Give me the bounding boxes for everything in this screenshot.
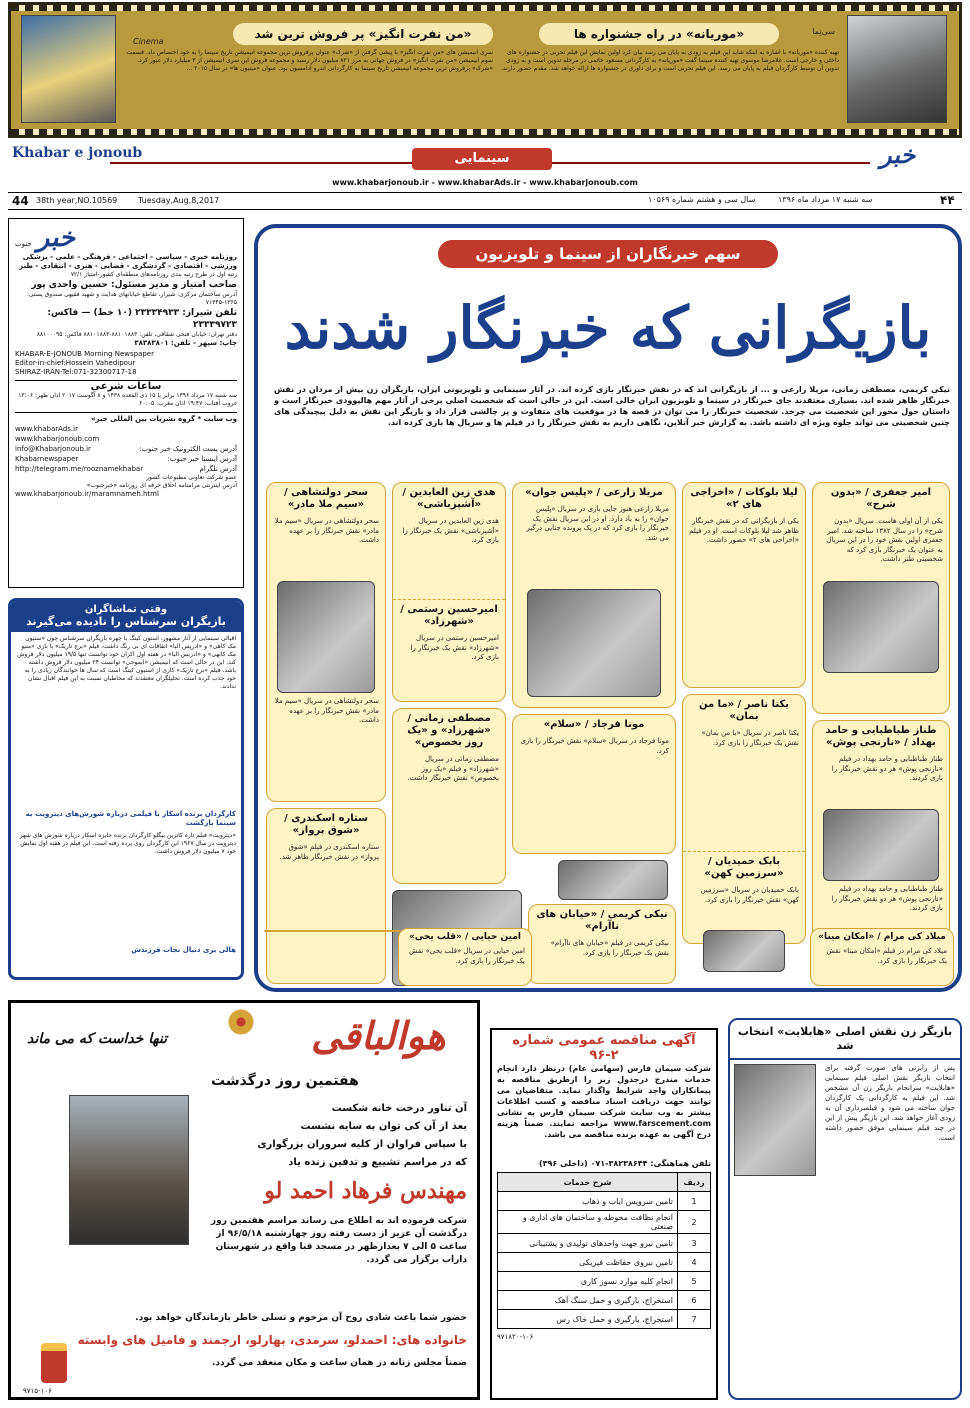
side-article-text-2: «دیترویت» فیلم تازه کاترین بیگلو کارگردان برنده جایزه اسکار درباره شورش های شهر دیترویت در سال ۱۹۶۷ این کارگردان روی پرده رفته است. این فیلم در هفته اول نمایش خود ۷ میلیون دلار فروش داشت. <box>19 832 236 855</box>
card-hoda-zeinolabedin: هدی زین العابدین / «آشپزباشی» هدی زین العابدین در سریال «آشپزباشی» نقش یک خبرنگار را بازی کرد. امیرحسین رستمی / «شهرزاد» امیرحسین رستمی در سریال «شهرزاد» نقش یک خبرنگار را بازی کرد. <box>392 482 506 702</box>
photo-mona-farjad <box>558 860 668 900</box>
photo-babak-hamidian <box>703 930 785 972</box>
web-link-2[interactable]: www.khabarjonoub.com <box>15 435 100 443</box>
photo-actress <box>734 1064 816 1176</box>
table-row: 4 تامین نیروی حفاظت فیزیکی <box>498 1253 711 1272</box>
top-film-strip <box>8 2 962 138</box>
telegram-link[interactable]: http://telegram.me/rooznamekhabar <box>15 465 144 473</box>
email-link[interactable]: info@Khabarjonoub.ir <box>15 445 91 453</box>
obituary-brand: هوالباقی <box>311 1013 446 1058</box>
web-title: وب سایت * گروه نشریات بین المللی خبر» <box>15 412 237 424</box>
obituary-thanks: با سپاس فراوان از کلیه سروران بزرگواری <box>257 1139 467 1150</box>
page-number-en: 44 <box>12 194 29 208</box>
tender-box <box>490 1028 718 1400</box>
ethics-link[interactable]: www.khabarjonoub.ir/maramnameh.html <box>15 490 159 498</box>
table-row: 6 استخراج، بارگیری و حمل سنگ آهک <box>498 1291 711 1310</box>
card-leila-bolukat: لیلا بلوکات / «اخراجی های ۲» یکی از بازیگرانی که در نقش خبرنگار ظاهر شد لیلا بلوکات است. او در فیلم «اخراجی های ۲» حضور داشت. <box>682 482 806 688</box>
side-article <box>8 598 244 980</box>
license: رتبه اول در طرح رتبه بندی روزنامه‌های منطقه‌ای کشور-امتیاز ۷۲/۱ <box>70 271 237 278</box>
issue-fa: سال سی و هشتم شماره ۱۰۵۶۹ <box>648 195 756 204</box>
date-bar <box>8 192 962 210</box>
right-story-title: «موریانه» در راه جشنواره ها <box>539 23 779 45</box>
feature-kicker: سهم خبرنگاران از سینما و تلویزیون <box>438 240 778 268</box>
issue-en: 38th year,NO.10569 <box>36 196 118 205</box>
web-link-1[interactable]: www.khabarAds.ir <box>15 425 78 433</box>
instagram-link[interactable]: Khabarnewspaper <box>15 455 79 463</box>
director-photo <box>847 15 947 123</box>
obituary-body-2: حضور شما باعث شادی روح آن مرحوم و تسلی خاطر بازماندگان خواهد بود. <box>135 1313 467 1323</box>
side-article-kicker: وقتی تماشاگران <box>84 604 168 615</box>
obituary-families: خانواده های: احمدلو، سرمدی، بهارلو، ارجمند و فامیل های وابسته <box>77 1333 467 1347</box>
email-label: آدرس پست الکترونیک خبر جنوب: <box>139 445 237 453</box>
feature-headline: بازیگرانی که خبرنگار شدند <box>284 294 932 362</box>
card-amin-hayaei: امین حیایی / «قلب یخی» امین حیایی در سریال «قلب یخی» نقش یک خبرنگار را بازی کرد. <box>398 928 532 986</box>
ornament <box>211 1007 271 1037</box>
obituary-thanks-2: که در مراسم تشییع و تدفین زنده یاد <box>288 1157 467 1168</box>
en-line-2: Editor-in-chief:Hossein Vahedipour <box>15 359 136 367</box>
address: آدرس ساختمان مرکزی: شیراز، تقاطع خیابانهای هدایت و شهید فقیهی صندوق پستی: ۱۳۶۵-۷۱۳۴۵ <box>26 291 237 306</box>
table-row: 1 تامین سرویس ایاب و ذهاب <box>498 1192 711 1211</box>
owner: صاحب امتیاز و مدیر مسئول: حسین واحدی پور <box>31 280 237 290</box>
right-tag: سی‌نِما <box>812 27 835 36</box>
card-milad-keymaram: میلاد کی مرام / «امکان مینا» میلاد کی مرام در فیلم «امکان مینا» نقش یک خبرنگار را بازی کرد. <box>810 928 954 986</box>
member-text: عضو شرکت تعاونی مطبوعات کشور <box>146 474 237 481</box>
obituary-title: هفتمین روز درگذشت <box>211 1073 359 1089</box>
photo-sahar-dolatshahi <box>277 581 375 693</box>
col-row-header: ردیف <box>678 1173 711 1192</box>
card-sahar-dolatshahi: سحر دولتشاهی / «سیم ملا مادر» سحر دولتشاهی در سریال «سیم ملا مادر» نقش خبرنگار را بر عهده داشت. سحر دولتشاهی در سریال «سیم ملا مادر» نقش خبرنگار را بر عهده داشت. <box>266 482 386 802</box>
left-story-text: سری انیمیشن های «من نفرت انگیز» با پیشی گرفتن از «شرک» عنوان پرفروش ترین مجموعه انیمیشن تاریخ سینما را به خود اختصاص داد. قسمت سوم انیمیشن «من نفرت انگیز» در فروش جهانی به مرز ۸۲۱ میلیون دلار رسید و مجموعه فروش این سری انیمیشن از ۳ میلیارد دلار عبور کرد. «شرک» پرفروش ترین مجموعه انیمیشن تاریخ سینما به کارگردانی اندرو آدامسون بود. عنوان «مینیون ها» در سال ۲۰۱۵ ... <box>126 49 493 72</box>
sidebar-logo-sub: جنوب <box>15 240 32 248</box>
ethics-label: آدرس اینترنتی مرامنامه اخلاق حرفه ای روزنامه «خبرجنوب» <box>86 482 237 489</box>
photo-merila-zarei <box>527 589 661 697</box>
col-desc-header: شرح خدمات <box>498 1173 678 1192</box>
table-row: 2 انجام نظافت محوطه و ساختمان های اداری و صنعتی <box>498 1211 711 1234</box>
card-nikki-karimi-top: نیکی کریمی / «خیابان های ناآرام» نیکی کریمی در فیلم «خیابان های ناآرام» نقش یک خبرنگار را بازی کرد. <box>528 904 676 984</box>
feature-lead: نیکی کریمی، مصطفی زمانی، مریلا زارعی و ... از بازیگرانی اند که در نقش خبرنگار بازی کرده اند. در آثار سینمایی و تلویزیونی ایران، بازیگران زن بیش از مردان در نقش خبرنگار ظاهر شده اند. بسیاری معتقدند جای خبرنگار در سینما و تلویزیون ایران خالی است. این در حالی است که شخصیت اصلی برخی از آثار مهم هالیوودی خبرنگار است و داستان حول محور این شخصیت می چرخد. شخصیت خبرنگار را می توان در قصه ها در موقعیت های متفاوت و پر چالشی قرار داد و بازیگر این نقش به دلیل پیچیدگی های چنین شخصیتی می تواند جلوه ویژه ای داشته باشد. به گزارش خبر آنلاین، نگاهی داریم به نقش خبرنگار را در فیلم ها و سریال ها بازی کرده اند. <box>274 385 950 427</box>
print-info: چاپ: سپهر - تلفن: ۳۸۳۸۳۸۰۱ <box>134 339 237 347</box>
table-row: 7 استخراج، بارگیری و حمل خاک رس <box>498 1310 711 1329</box>
table-row: 3 تامین نیرو جهت واحدهای تولیدی و پشتیبانی <box>498 1234 711 1253</box>
side-article-header <box>11 601 241 632</box>
tender-code: ۹۷۱۸۲۰-۱۰۶ <box>497 1333 534 1341</box>
right-story-text: تهیه کننده «موریانه» با اشاره به اینکه شاید این فیلم به زودی به پایان می رسد بیان کرد اولین نمایش این فیلم تجربی در جشنواره های داخلی و خارجی است. غلامرضا موسوی تهیه کننده سینما گفت «موریانه» به کارگردانی مسعود حاتمی در مرحله تدوین است و به زودی تدوین آن توسط کارگردان فیلم به پایان می رسد. این فیلم تجربی است و برای داوری در جشنواره ها ارائه خواهد شد. مقدم حضور دارند. <box>501 49 839 72</box>
prayer-text: سه شنبه ۱۷ مرداد ۱۳۹۶ برابر با ۱۵ ذی القعده ۱۴۳۸ و ۸ آگوست ۲۰۱۷ اذان ظهر: ۱۳:۰۶ غروب آفتاب: ۱۹:۴۷ اذان مغرب: ۲۰:۰۵ <box>18 392 237 407</box>
phone: تلفن شیراز: ۲۳۳۳۴۹۳۳ (۱۰ خط) <box>93 308 237 318</box>
side-news-title: بازیگر زن نقش اصلی «هابلایت» انتخاب شد <box>730 1020 960 1060</box>
en-line-1: KHABAR-E-JONOUB Morning Newspaper <box>15 350 154 358</box>
side-article-text-1: اقبالی سینمایی از آثار مشهور، استون کینگ با چهره بازیگران سرشناس چون «ستیون مک کاهی» و «ادریس البا» اتفاقات ای بی رنگ داشت. فیلم «برج تاریک» با بازی «متیو مک کانهی» و «ادریس البا» در هفته اول اکران خود توانست تنها ۱۹/۵ میلیون دلار فروش کند. این در حالی است که انیمیشن «ایموجی» توانست ۲۴ میلیون دلار فروش داشته باشد. فیلم «برج تاریک» کاری از استیون کینگ است که سال ها خوانندگان زیادی را به خود جذب کرده است. تحلیلگران معتقدند که مخاطبان نسبت به این فیلم اقبال نشان ندادند. <box>17 635 236 690</box>
logo-left: Khabar e jonoub <box>12 145 143 161</box>
logo-right: خبر <box>880 140 916 169</box>
subjects: روزنامه خبری - سیاسی - اجتماعی - فرهنگی - علمی - پزشکی ورزشی - اقتصادی - گردشگری - قضایی - هنری - انتقادی - طنز <box>19 253 237 270</box>
publisher-box: خبر جنوب روزنامه خبری - سیاسی - اجتماعی - فرهنگی - علمی - پزشکی ورزشی - اقتصادی - گردشگری - قضایی - هنری - انتقادی - طنز رتبه اول در طرح رتبه بندی روزنامه‌های منطقه‌ای کشور-امتیاز ۷۲/۱ صاحب امتیاز و مدیر مسئول: حسین واحدی پور آدرس ساختمان مرکزی: شیراز، تقاطع خیابانهای هدایت و شهید فقیهی صندوق پستی: ۱۳۶۵-۷۱۳۴۵ تلفن شیراز: ۲۳۳۳۴۹۳۳ (۱۰ خط) — فاکس: ۲۳۳۳۹۷۲۳ دفتر تهران: خیابان فتحی شقاقی، تلفن: ۸۸۱۰۱۸۸۳-۸۸۱۰۱۸۸۳ فاکس: ۸۸۱۰۰۰۹۵ چاپ: سپهر - تلفن: ۳۸۳۸۳۸۰۱ KHABAR-E-JONOUB Morning Newspaper Editor-in-chief:Hossein Vahedipour SHIRAZ-IRAN-Tel:071-32300717-18 ساعات شرعی سه شنبه ۱۷ مرداد ۱۳۹۶ برابر با ۱۵ ذی القعده ۱۴۳۸ و ۸ آگوست ۲۰۱۷ اذان ظهر: ۱۳:۰۶ غروب آفتاب: ۱۹:۴۷ اذان مغرب: ۲۰:۰۵ وب سایت * گروه نشریات بین المللی خبر» www.khabarAds.ir www.khabarjonoub.com آدرس پست الکترونیک خبر جنوب: info@Khabarjonoub.ir آدرس اینستا خبر جنوب: Khabarnewspaper آدرس تلگرام http://telegram.me/rooznamekhabar عضو شرکت تعاونی مطبوعات کشور آدرس اینترنتی مرامنامه اخلاق حرفه ای روزنامه «خبرجنوب» www.khabarjonoub.ir/maramnameh.html <box>8 218 244 588</box>
en-line-3: SHIRAZ-IRAN-Tel:071-32300717-18 <box>15 368 137 376</box>
main-feature <box>254 224 962 992</box>
card-amin-hayaei-bottom <box>264 930 400 932</box>
left-tag: Cinema <box>133 37 164 46</box>
websites-line: www.khabarjonoub.ir - www.khabarAds.ir - www.khabarjonoub.com <box>332 178 638 187</box>
card-yekta-naser: یکتا ناصر / «ما من بمان» یکتا ناصر در سریال «با من بمان» نقش یک خبرنگار را بازی کرد. بابک حمیدیان / «سرزمین کهن» بابک حمیدیان در سریال «سرزمین کهن» نقش خبرنگار را بازی کرد. <box>682 694 806 944</box>
date-en: Tuesday,Aug,8,2017 <box>138 196 220 205</box>
tender-title: آگهی مناقصه عمومی شماره ۲-۹۶ <box>512 1033 696 1063</box>
left-story-title: «من نفرت انگیز» پر فروش ترین شد <box>233 23 493 45</box>
section-label: سینمایی <box>412 148 552 170</box>
obituary-verse: تنها خداست که می ماند <box>27 1031 168 1047</box>
card-mona-farjad: مونا فرجاد / «سلام» مونا فرجاد در سریال «سلام» نقش خبرنگار را بازی کرد. <box>512 714 676 854</box>
side-news-text: پس از رایزنی های صورت گرفته برای انتخاب بازیگر نقش اصلی فیلم سینمایی «هابلایت» سرانجام بازیگر زن آن مشخص شد. این فیلم به کارگردانی یک کارگردان جوان ساخته می شود و فیلمبرداری آن به زودی آغاز خواهد شد. این بازیگر پیش از این در چند فیلم سینمایی موفق حضور داشته است. <box>825 1064 955 1142</box>
film-holes-top <box>11 5 959 11</box>
instagram-label: آدرس اینستا خبر جنوب: <box>167 455 237 463</box>
fax: فاکس: ۲۳۳۳۹۷۲۳ <box>47 308 237 330</box>
sidebar-logo: خبر <box>36 223 76 253</box>
film-holes-bottom <box>11 129 959 135</box>
side-article-title: بازیگران سرشناس را نادیده می‌گیرند <box>26 615 226 628</box>
photo-amir-jafari <box>823 581 939 673</box>
side-article-subhead: کارگردان برنده اسکار با فیلمی درباره شورش‌های دیترویت به سینما بازگشت <box>25 810 236 827</box>
obituary-poem-2: بعد از آن کی توان به سایه نشست <box>300 1121 467 1132</box>
date-fa: سه شنبه ۱۷ مرداد ماه ۱۳۹۶ <box>778 195 873 204</box>
table-row: 5 انجام کلیه موارد نسوز کاری <box>498 1272 711 1291</box>
page-number-fa: ۴۴ <box>940 193 955 207</box>
obituary-code: ۹۷۱۵-۱۰۶ <box>23 1387 52 1395</box>
candle-icon <box>41 1343 67 1383</box>
side-news-box <box>728 1018 962 1400</box>
tender-text: شرکت سیمان فارس (سهامی عام) درنظر دارد انجام خدمات مندرج درجدول زیر را ازطریق مناقصه به پیمانکاران واجد شرایط واگذار نماید. متقاضیان می توانند جهت دریافت اسناد مناقصه و کسب اطلاعات بیشتر به وب سایت شرکت سیمان فارس به نشانی www.farscement.com مراجعه نمایند. ضمناً هزینه درج آگهی به عهده برنده مناقصه می باشد. <box>497 1064 711 1139</box>
portrait-photo <box>69 1095 189 1245</box>
card-mostafa-zamani: مصطفی زمانی / «شهرزاد» و «یک روز بخصوص» مصطفی زمانی در سریال «شهرزاد» و فیلم «یک روز بخصوص» نقش خبرنگار داشت. <box>392 708 506 884</box>
card-setareh-eskandari: ستاره اسکندری / «شوق پرواز» ستاره اسکندری در فیلم «شوق پرواز» در نقش خبرنگار ظاهر شد. <box>266 808 386 984</box>
obituary-box <box>8 1000 480 1400</box>
deceased-name: مهندس فرهاد احمد لو <box>264 1178 467 1204</box>
side-article-footer: هالی بری دنبال نجات فرزندش <box>131 946 236 954</box>
tender-table <box>497 1172 711 1329</box>
telegram-label: آدرس تلگرام <box>199 465 237 473</box>
card-merila-zarei: مریلا زارعی / «پلیس جوان» مریلا زارعی هنوز جایی بازی در سریال «پلیس جوان» را به یاد دارد. او در این سریال نقش یک خبرنگار را بازی کرد که در یک پرونده جنایی درگیر می شد. <box>512 482 676 708</box>
obituary-poem-1: آن تناور درخت خانه شکست <box>331 1103 467 1114</box>
tender-phone: تلفن هماهنگی: ۳۸۲۳۸۶۴۴-۰۷۱ (داخلی ۳۹۶) <box>538 1159 711 1168</box>
obituary-body: شرکت فرموده اند به اطلاع می رساند مراسم هفتمین روز درگذشت آن عزیز از دست رفته روز چهارشنبه ۹۶/۵/۱۸ از ساعت ۵ الی ۷ بعدازظهر در مسجد قبا واقع در شهرستان داراب برگزار می گردد. <box>210 1216 467 1265</box>
photo-tannaz-tabatabaei <box>823 809 939 881</box>
tehran-office: دفتر تهران: خیابان فتحی شقاقی، تلفن: ۸۸۱۰۱۸۸۳-۸۸۱۰۱۸۸۳ فاکس: ۸۸۱۰۰۰۹۵ <box>36 331 237 338</box>
card-amir-jafari: امیر جعفری / «بدون شرح» یکی از آن اولی هاست. سریال «بدون شرح» را در سال ۱۳۸۲ ساخته شد. امیر جعفری اولین نقش خود را در این سریال به عنوان یک خبرنگار بازی کرد که شخصیتی طنز داشت. <box>812 482 950 714</box>
cartoon-photo <box>21 15 116 123</box>
obituary-note: ضمناً مجلس زنانه در همان ساعت و مکان منعقد می گردد. <box>211 1358 467 1368</box>
prayer-title: ساعات شرعی <box>15 380 237 392</box>
card-tannaz-hamed: طناز طباطبایی و حامد بهداد / «نارنجی پوش» طناز طباطبایی و حامد بهداد در فیلم «نارنجی پوش» هر دو نقش خبرنگار را بازی کردند. طناز طباطبایی و حامد بهداد در فیلم «نارنجی پوش» هر دو نقش خبرنگار را بازی کردند. <box>812 720 950 976</box>
